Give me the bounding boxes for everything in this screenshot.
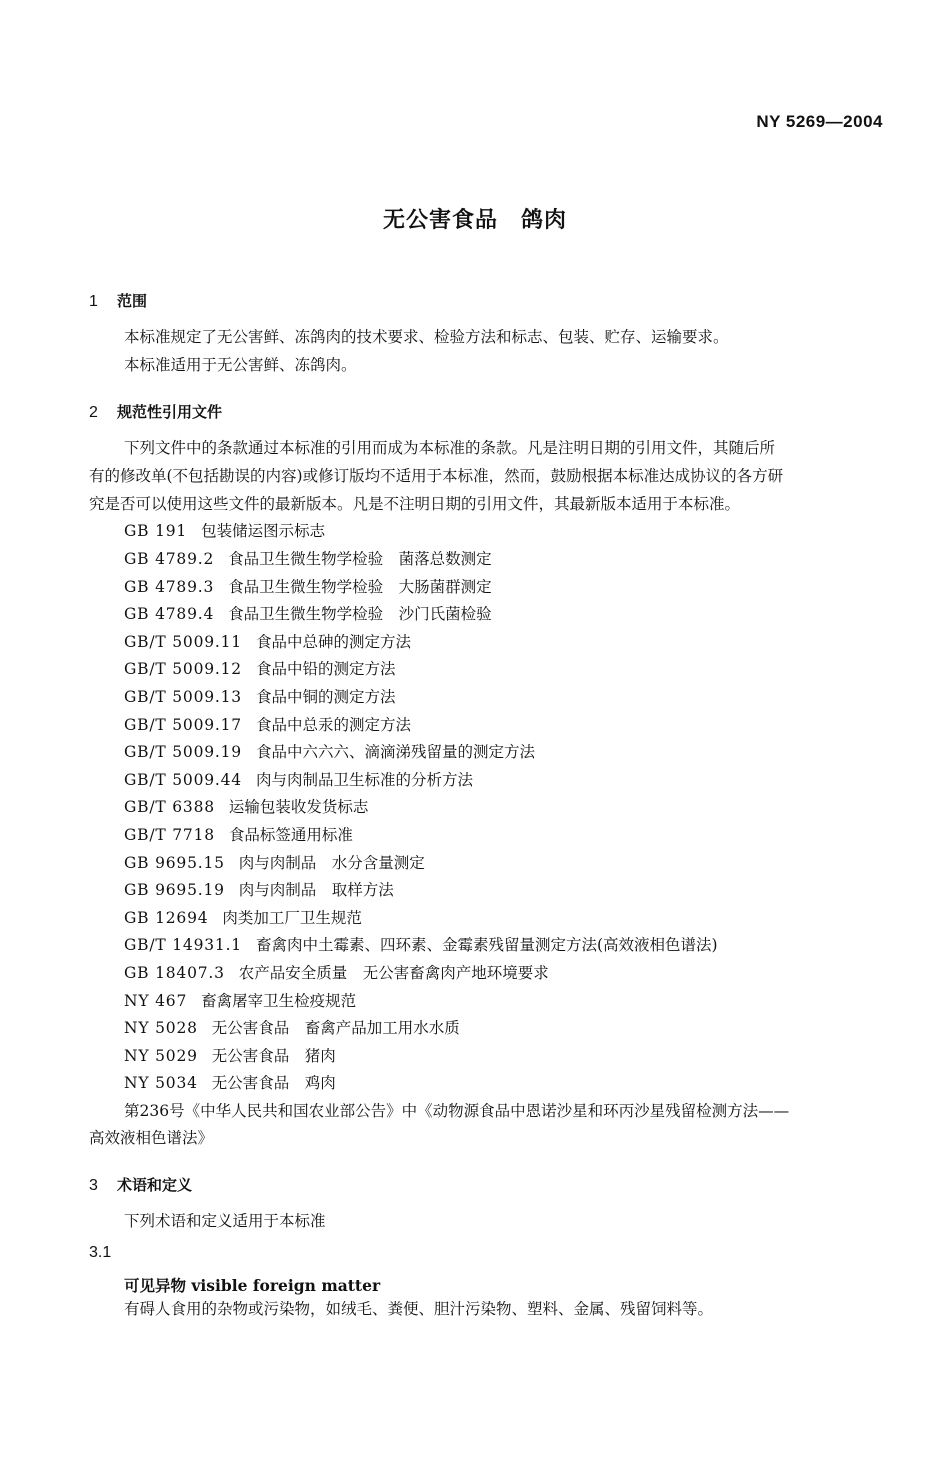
reference-name: 畜禽屠宰卫生检疫规范 <box>201 992 357 1010</box>
reference-name: 无公害食品 鸡肉 <box>211 1074 336 1092</box>
reference-code: GB 4789.2 <box>124 550 215 568</box>
reference-code: GB/T 14931.1 <box>124 936 242 954</box>
reference-item <box>124 607 492 623</box>
reference-name: 食品中总砷的测定方法 <box>255 633 411 651</box>
reference-code: NY 5028 <box>124 1019 198 1037</box>
reference-name: 食品中铅的测定方法 <box>255 660 396 678</box>
reference-name: 无公害食品 畜禽产品加工用水水质 <box>211 1019 460 1037</box>
reference-item <box>124 773 473 789</box>
reference-name: 包装储运图示标志 <box>201 522 326 540</box>
reference-code: GB 9695.15 <box>124 854 225 872</box>
reference-code: GB/T 5009.19 <box>124 743 242 761</box>
reference-item <box>124 828 353 844</box>
reference-code: NY 5034 <box>124 1074 198 1092</box>
reference-code: GB/T 5009.11 <box>124 633 242 651</box>
reference-name: 畜禽肉中土霉素、四环素、金霉素残留量测定方法(高效液相色谱法) <box>255 936 718 954</box>
reference-item <box>124 552 492 568</box>
references-intro-line-1: 下列文件中的条款通过本标准的引用而成为本标准的条款。凡是注明日期的引用文件，其随后所 <box>124 439 776 457</box>
section-number: 3 <box>89 1177 98 1194</box>
term-definition: 有碍人食用的杂物或污染物，如绒毛、粪便、胆汁污染物、塑料、金属、残留饲料等。 <box>124 1300 714 1318</box>
references-intro-line-2: 有的修改单(不包括勘误的内容)或修订版均不适用于本标准，然而，鼓励根据本标准达成协议的各方研 <box>89 467 784 485</box>
term-heading: 可见异物 visible foreign matter <box>124 1276 381 1295</box>
reference-code: GB/T 7718 <box>124 826 215 844</box>
reference-name: 肉类加工厂卫生规范 <box>222 909 362 927</box>
section-number: 2 <box>89 404 98 421</box>
reference-code: GB 12694 <box>124 909 209 927</box>
reference-item <box>124 856 425 872</box>
reference-item <box>124 800 368 816</box>
section-title: 范围 <box>117 292 148 310</box>
reference-name: 食品卫生微生物学检验 菌落总数测定 <box>228 550 492 568</box>
reference-item <box>124 580 492 596</box>
section-heading-scope <box>89 290 147 311</box>
reference-code: NY 467 <box>124 992 188 1010</box>
reference-code: GB 9695.19 <box>124 881 225 899</box>
reference-item <box>124 994 356 1010</box>
reference-name: 无公害食品 猪肉 <box>211 1047 336 1065</box>
reference-code: GB 4789.4 <box>124 605 215 623</box>
reference-item <box>124 635 411 651</box>
reference-item <box>124 966 549 982</box>
reference-name: 农产品安全质量 无公害畜禽肉产地环境要求 <box>238 964 549 982</box>
reference-item <box>124 938 718 954</box>
section-title: 规范性引用文件 <box>117 403 223 421</box>
reference-item <box>124 911 362 927</box>
reference-code: GB 4789.3 <box>124 578 215 596</box>
reference-name: 食品卫生微生物学检验 大肠菌群测定 <box>228 578 492 596</box>
reference-code: GB/T 6388 <box>124 798 215 816</box>
reference-code: GB/T 5009.44 <box>124 771 242 789</box>
reference-item <box>124 718 411 734</box>
reference-name: 运输包装收发货标志 <box>228 798 369 816</box>
reference-code: GB/T 5009.12 <box>124 660 242 678</box>
reference-item <box>124 745 535 761</box>
reference-item <box>124 524 325 540</box>
reference-code: GB/T 5009.13 <box>124 688 242 706</box>
standard-number: NY 5269—2004 <box>756 112 883 131</box>
section-heading-normative-references <box>89 401 222 422</box>
section-heading-terms <box>89 1174 192 1195</box>
reference-code: NY 5029 <box>124 1047 198 1065</box>
reference-item <box>124 1049 336 1065</box>
section-number: 1 <box>89 293 98 310</box>
reference-name: 肉与肉制品卫生标准的分析方法 <box>255 771 473 789</box>
reference-item <box>124 1021 460 1037</box>
reference-name: 肉与肉制品 水分含量测定 <box>238 854 425 872</box>
reference-item <box>124 1076 336 1092</box>
reference-name: 肉与肉制品 取样方法 <box>238 881 394 899</box>
reference-item <box>124 662 395 678</box>
reference-name: 食品中六六六、滴滴涕残留量的测定方法 <box>255 743 535 761</box>
section-title: 术语和定义 <box>117 1176 193 1194</box>
scope-paragraph-1: 本标准规定了无公害鲜、冻鸽肉的技术要求、检验方法和标志、包装、贮存、运输要求。 <box>124 328 729 346</box>
reference-name: 食品中铜的测定方法 <box>255 688 396 706</box>
reference-code: GB/T 5009.17 <box>124 716 242 734</box>
scope-paragraph-2: 本标准适用于无公害鲜、冻鸽肉。 <box>124 356 357 374</box>
reference-item <box>124 690 395 706</box>
terms-intro: 下列术语和定义适用于本标准 <box>124 1212 326 1230</box>
document-title: 无公害食品 鸽肉 <box>382 208 567 233</box>
reference-name: 食品卫生微生物学检验 沙门氏菌检验 <box>228 605 492 623</box>
reference-name: 食品中总汞的测定方法 <box>255 716 411 734</box>
references-intro-line-3: 究是否可以使用这些文件的最新版本。凡是不注明日期的引用文件，其最新版本适用于本标准。 <box>89 495 741 513</box>
reference-item <box>124 883 394 899</box>
term-number: 3.1 <box>89 1244 112 1261</box>
announcement-line-2: 高效液相色谱法》 <box>89 1129 214 1147</box>
reference-code: GB 18407.3 <box>124 964 225 982</box>
reference-name: 食品标签通用标准 <box>228 826 353 844</box>
announcement-line-1: 第236号《中华人民共和国农业部公告》中《动物源食品中恩诺沙星和环丙沙星残留检测方法—— <box>124 1102 790 1120</box>
reference-code: GB 191 <box>124 522 188 540</box>
